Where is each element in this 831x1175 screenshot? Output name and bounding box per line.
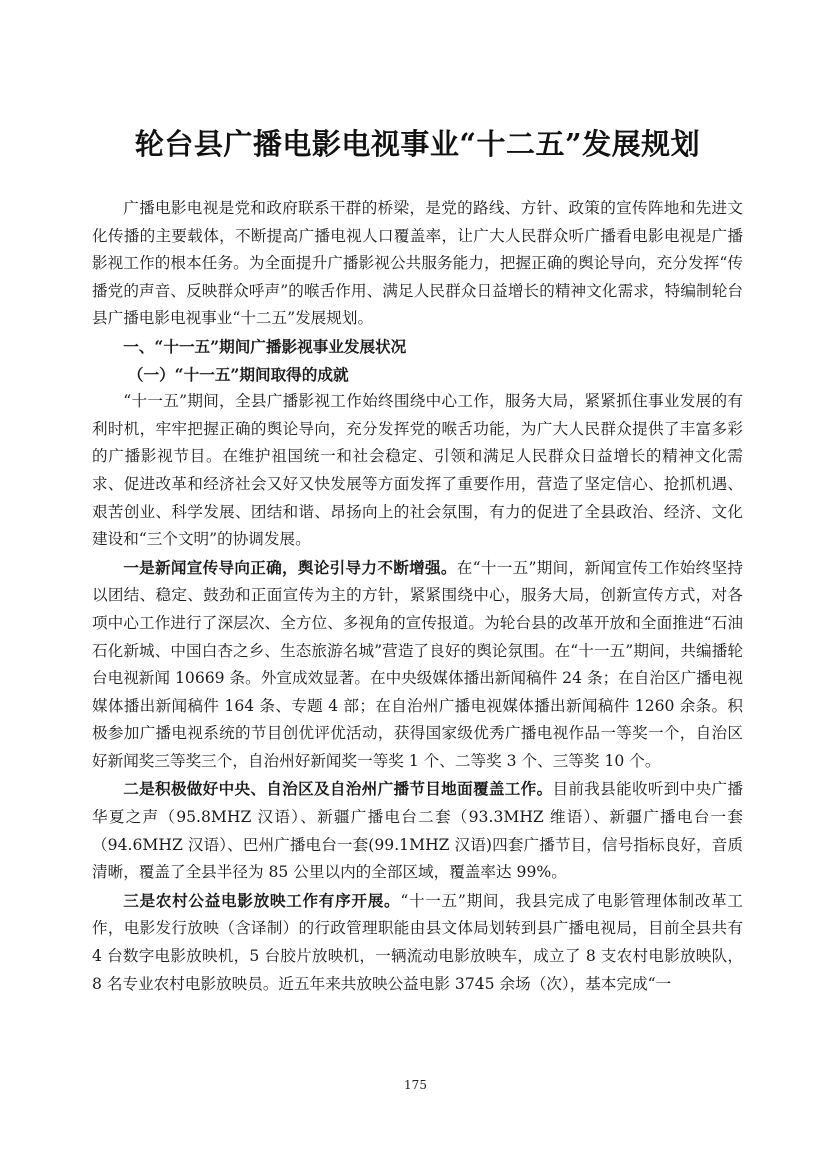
page-number: 175 (404, 1078, 427, 1092)
coverage-body: 目前我县能收听到中央广播华夏之声（95.8MHZ 汉语）、新疆广播电台二套（93.3MHZ 维语）、新疆广播电台一套（94.6MHZ 汉语）、巴州广播电台一套(99.1MHZ 汉语)四套广播节目，信号指标良好，音质清晰，覆盖了全县半径为 85 公里以内的全部区域，覆盖率达 99%。 (92, 780, 743, 882)
intro-paragraph: 广播电影电视是党和政府联系干群的桥梁，是党的路线、方针、政策的宣传阵地和先进文化传播的主要载体，不断提高广播电视人口覆盖率，让广大人民群众听广播看电影电视是广播影视工作的根本任务。为全面提升广播影视公共服务能力，把握正确的舆论导向，充分发挥“传播党的声音、反映群众呼声”的喉舌作用、满足人民群众日益增长的精神文化需求，特编制轮台县广播电影电视事业“十二五”发展规划。 (92, 199, 743, 328)
film-paragraph (92, 887, 743, 998)
achievements-paragraph: “十一五”期间，全县广播影视工作始终围绕中心工作，服务大局，紧紧抓住事业发展的有利时机，牢牢把握正确的舆论导向，充分发挥党的喉舌功能，为广大人民群众提供了丰富多彩的广播影视节目。在维护祖国统一和社会稳定、引领和满足人民群众日益增长的精神文化需求、促进改革和经济社会又好又快发展等方面发挥了重要作用，营造了坚定信心、抢抓机遇、艰苦创业、科学发展、团结和谐、昂扬向上的社会氛围，有力的促进了全县政治、经济、文化建设和“三个文明”的协调发展。 (92, 392, 743, 549)
film-lead: 三是农村公益电影放映工作有序开展。 (123, 890, 401, 910)
news-lead: 一是新闻宣传导向正确，舆论引导力不断增强。 (123, 557, 457, 577)
subsection-heading: （一）“十一五”期间取得的成就 (127, 364, 349, 384)
news-paragraph (92, 554, 743, 776)
section-heading: 一、“十一五”期间广播影视事业发展状况 (123, 336, 407, 356)
coverage-lead: 二是积极做好中央、自治区及自治州广播节目地面覆盖工作。 (123, 779, 553, 799)
document-title: 轮台县广播电影电视事业“十二五”发展规划 (134, 127, 701, 161)
news-body: 在“十一五”期间，新闻宣传工作始终坚持以团结、稳定、鼓劲和正面宣传为主的方针，紧紧围绕中心，服务大局，创新宣传方式，对各项中心工作进行了深层次、全方位、多视角的宣传报道。为轮台县的改革开放和全面推进“石油石化新城、中国白杏之乡、生态旅游名城”营造了良好的舆论氛围。在“十一五”期间，共编播轮台电视新闻 10669 条。外宣成效显著。在中央级媒体播出新闻稿件 24 条；在自治区广播电视媒体播出新闻稿件 164 条、专题 4 部；在自治州广播电视媒体播出新闻稿件 1260 余条。积极参加广播电视系统的节目创优评优活动，获得国家级优秀广播电视作品一等奖一个，自治区好新闻奖三等奖三个，自治州好新闻奖一等奖 1 个、二等奖 3 个、三等奖 10 个。 (92, 558, 743, 770)
coverage-paragraph (92, 775, 743, 886)
film-body: “十一五”期间，我县完成了电影管理体制改革工作，电影发行放映（含译制）的行政管理职能由县文体局划转到县广播电视局，目前全县共有 4 台数字电影放映机，5 台胶片放映机，一辆流动电影放映车，成立了 8 支农村电影放映队，8 名专业农村电影放映员。近五年来共放映公益电影 3745 余场（次），基本完成“一 (92, 891, 743, 993)
